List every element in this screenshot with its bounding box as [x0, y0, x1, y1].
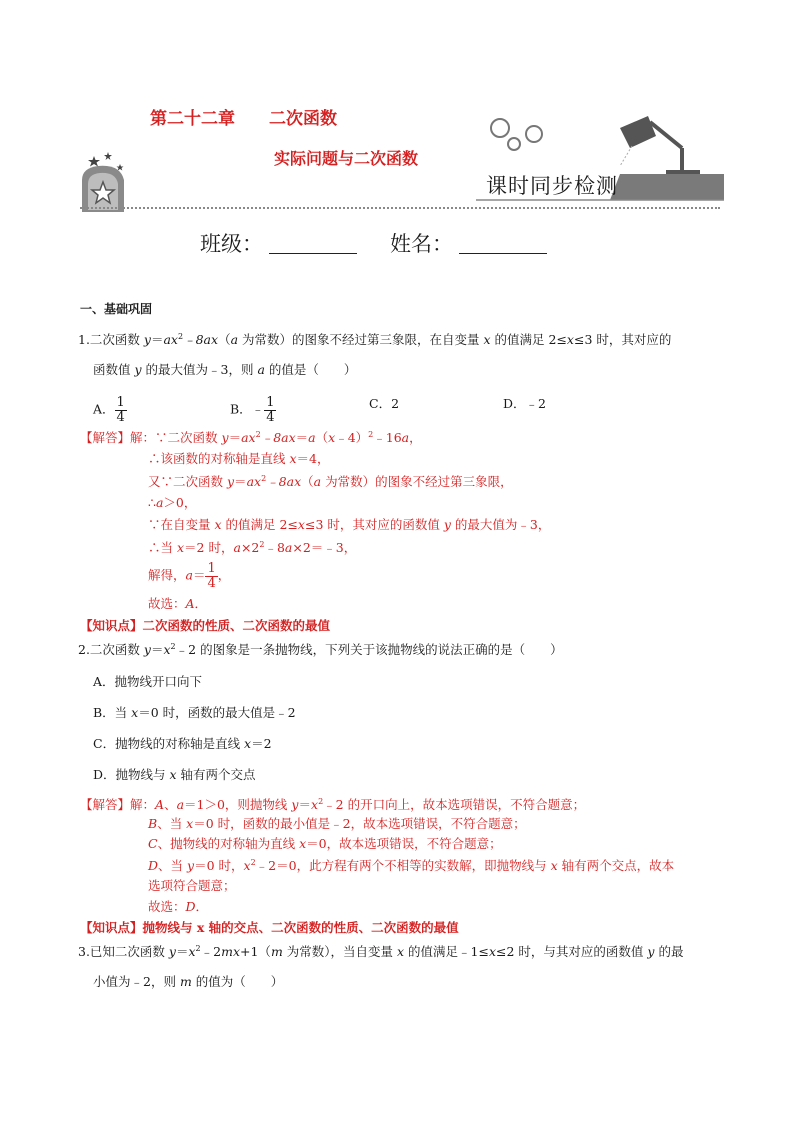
q2-option-b[interactable]: B．当 x＝0 时，函数的最大值是﹣2 — [93, 705, 296, 720]
name-label: 姓名： — [390, 232, 453, 256]
q2-stem: 2.二次函数 $y=x^2﹣2$ 的图象是一条抛物线，下列关于该抛物线的说法正确的是（ ） — [78, 642, 563, 658]
q1-solution-line8: 故选：A． — [148, 596, 208, 611]
q3-stem-line1: 3.已知二次函数 $y=x^2﹣2mx+1(m$ 为常数），当自变量 x 的值满足﹣1≤x≤2 时，与其对应的函数值 y 的最 — [78, 944, 684, 960]
q1-option-c[interactable]: C．2 — [369, 396, 400, 411]
banner-bar — [610, 174, 724, 200]
q3-stem-line2: 小值为﹣2，则 m 的值为（ ） — [93, 974, 284, 989]
topic-title: 实际问题与二次函数 — [274, 149, 419, 168]
chapter-title: 第二十二章 二次函数 — [150, 109, 337, 129]
q2-option-a[interactable]: A．抛物线开口向下 — [93, 674, 203, 689]
q1-option-d[interactable]: D．﹣2 — [503, 396, 546, 411]
q1-solution-line2: ∴该函数的对称轴是直线 x＝4， — [148, 451, 330, 466]
small-star-icon — [88, 156, 100, 167]
bubble-icon — [508, 138, 520, 150]
q1-knowledge-point: 【知识点】二次函数的性质、二次函数的最值 — [80, 618, 331, 633]
q2-option-d[interactable]: D．抛物线与 x 轴有两个交点 — [93, 767, 256, 782]
q1-solution-line7: 解得，a＝ $\frac{1}{4}$ ， — [148, 561, 231, 591]
small-star-icon — [104, 152, 112, 160]
q1-solution-line3: 又∵二次函数 $y=ax^2﹣8ax(a$ 为常数）的图象不经过第三象限， — [148, 474, 513, 490]
q1-stem-line1: 1.二次函数 $y=ax^2﹣8ax(a$ 为常数）的图象不经过第三象限，在自变量 x 的值满足 2≤x≤3 时，其对应的 — [78, 332, 672, 348]
class-input[interactable] — [269, 233, 357, 254]
banner-title: 课时同步检测 — [486, 174, 618, 198]
q2-solution-line5: 选项符合题意； — [148, 878, 236, 893]
q1-option-a[interactable]: A． $\frac{1}{4}$ — [93, 395, 125, 425]
q1-solution-line4: ∴a＞0， — [148, 495, 197, 510]
q1-option-b[interactable]: B．﹣ $\frac{1}{4}$ — [230, 395, 275, 425]
q2-option-c[interactable]: C．抛物线的对称轴是直线 x＝2 — [93, 736, 272, 751]
bubble-icon — [526, 126, 542, 142]
q2-solution-line1: 【解答】解：A、a＝1＞0，则抛物线 $y=x^2﹣2$ 的开口向上，故本选项错误，不符合题意； — [80, 797, 586, 813]
header-rule — [80, 207, 720, 209]
class-field — [200, 228, 357, 258]
class-label: 班级： — [200, 232, 263, 256]
name-input[interactable] — [459, 233, 547, 254]
q1-solution-line5: ∵在自变量 x 的值满足 2≤x≤3 时，其对应的函数值 y 的最大值为﹣3， — [148, 517, 551, 532]
q1-solution-line6: ∴当 x＝2 时，$a\times 2^2﹣8a\times 2=﹣3$， — [148, 540, 357, 556]
small-star-icon — [117, 164, 124, 171]
bubble-icon — [491, 119, 509, 137]
q2-knowledge-point: 【知识点】抛物线与 x 轴的交点、二次函数的性质、二次函数的最值 — [80, 920, 459, 935]
q2-solution-line2: B、当 x＝0 时，函数的最小值是﹣2，故本选项错误，不符合题意； — [148, 816, 526, 831]
name-field — [390, 228, 547, 258]
q2-solution-line4: D、当 y＝0 时，$x^2﹣2=0$，此方程有两个不相等的实数解，即抛物线与 x 轴有两个交点，故本 — [148, 858, 675, 874]
q1-solution-line1: 【解答】解：∵二次函数 $y=ax^2﹣8ax=a(x﹣4)^2﹣16a$， — [80, 430, 422, 446]
q1-stem-line2: 函数值 y 的最大值为﹣3，则 a 的值是（ ） — [93, 362, 357, 377]
section-heading: 一、基础巩固 — [80, 302, 153, 316]
desk-lamp-icon — [620, 116, 700, 176]
q2-solution-line6: 故选：D． — [148, 899, 209, 914]
q2-solution-line3: C、抛物线的对称轴为直线 x＝0，故本选项错误，不符合题意； — [148, 836, 502, 851]
